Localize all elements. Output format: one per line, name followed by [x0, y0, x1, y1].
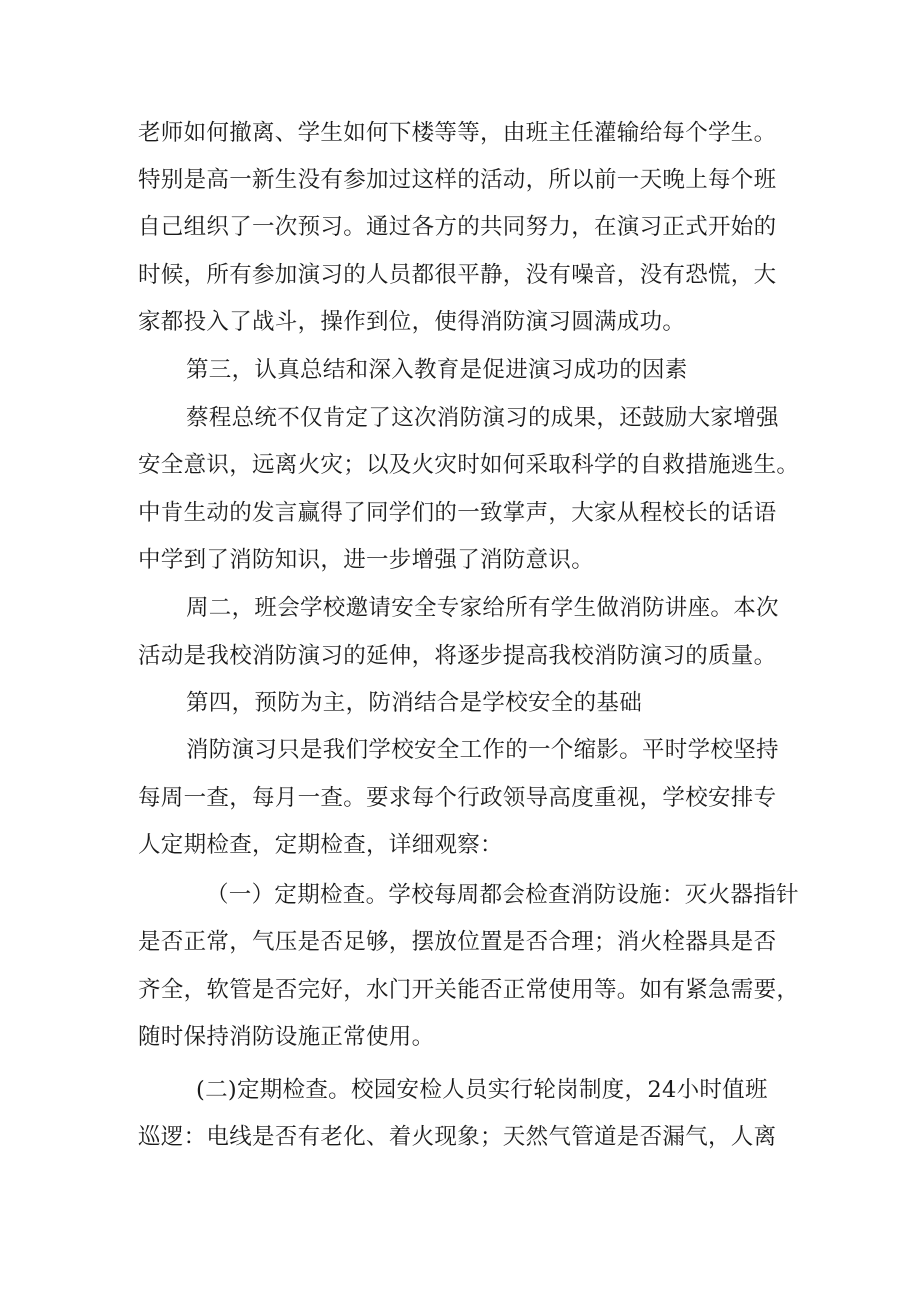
body-text-line: 是否正常，气压是否足够，摆放位置是否合理；消火栓器具是否 — [138, 929, 777, 955]
body-text-line: 人定期检查，定期检查，详细观察： — [138, 832, 503, 858]
list-item-heading: （一）定期检查。学校每周都会检查消防设施：灭火器指针 — [206, 882, 799, 908]
body-text-line: 蔡程总统不仅肯定了这次消防演习的成果，还鼓励大家增强 — [186, 405, 779, 431]
body-text-line: 消防演习只是我们学校安全工作的一个缩影。平时学校坚持 — [186, 737, 779, 763]
body-text-line: 时候，所有参加演习的人员都很平静，没有噪音，没有恐慌，大 — [138, 262, 777, 288]
body-text-line: 巡逻：电线是否有老化、着火现象；天然气管道是否漏气，人离 — [138, 1124, 777, 1150]
body-text-line: 家都投入了战斗，操作到位，使得消防演习圆满成功。 — [138, 309, 686, 335]
section-heading: 第三，认真总结和深入教育是促进演习成功的因素 — [186, 357, 688, 383]
body-text-line: 活动是我校消防演习的延伸，将逐步提高我校消防演习的质量。 — [138, 643, 777, 669]
body-text-line: 中肯生动的发言赢得了同学们的一致掌声，大家从程校长的话语 — [138, 500, 777, 526]
body-text-line: 安全意识，远离火灾；以及火灾时如何采取科学的自救措施逃生。 — [138, 452, 800, 478]
body-text-line: 齐全，软管是否完好，水门开关能否正常使用等。如有紧急需要， — [138, 977, 800, 1003]
body-text-line: 随时保持消防设施正常使用。 — [138, 1024, 435, 1050]
body-text-line: 特别是高一新生没有参加过这样的活动，所以前一天晚上每个班 — [138, 167, 777, 193]
section-heading: 第四，预防为主，防消结合是学校安全的基础 — [186, 690, 643, 716]
body-text-line: 老师如何撤离、学生如何下楼等等，由班主任灌输给每个学生。 — [138, 120, 777, 146]
body-text-line: 中学到了消防知识，进一步增强了消防意识。 — [138, 547, 595, 573]
body-text-line: 周二，班会学校邀请安全专家给所有学生做消防讲座。本次 — [186, 595, 779, 621]
body-text-line: 每周一查，每月一查。要求每个行政领导高度重视，学校安排专 — [138, 785, 777, 811]
body-text-line: 自己组织了一次预习。通过各方的共同努力，在演习正式开始的 — [138, 214, 777, 240]
list-item-heading: (二)定期检查。校园安检人员实行轮岗制度，24小时值班 — [196, 1077, 768, 1103]
